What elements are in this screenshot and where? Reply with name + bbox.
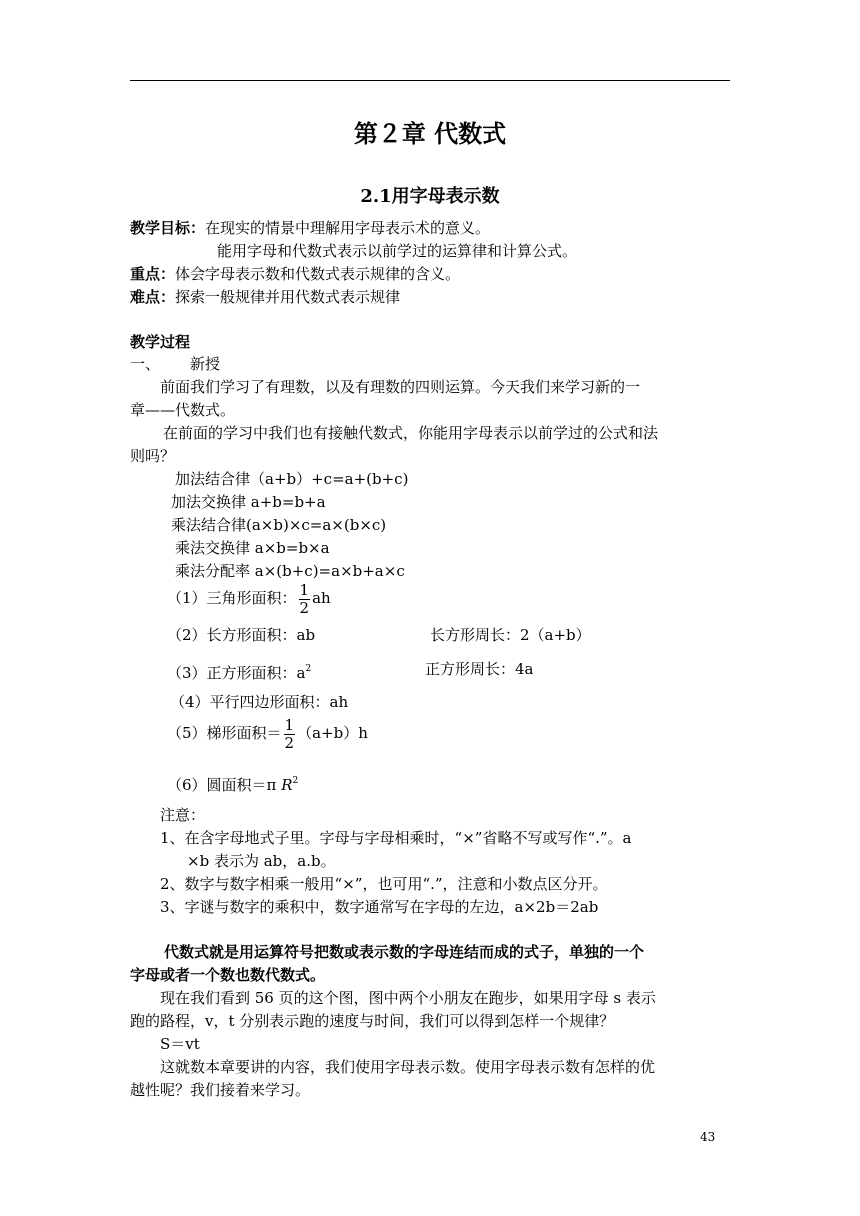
formula-trapezoid-tail: （a+b）h (297, 724, 368, 742)
formula-rectangle-perimeter: 长方形周长：2（a+b） (430, 626, 591, 644)
law-multiplication-associative: 乘法结合律(a×b)×c=a×(b×c) (171, 516, 387, 534)
note-1-line2: ×b 表示为 ab，a.b。 (187, 852, 336, 870)
difficulty-label: 难点： (130, 288, 176, 306)
intro-line1: 前面我们学习了有理数，以及有理数的四则运算。今天我们来学习新的一 (160, 378, 641, 396)
intro-line2: 章——代数式。 (130, 401, 236, 419)
formula-triangle-label: （1）三角形面积： (167, 589, 297, 607)
key-point-text: 体会字母表示数和代数式表示规律的含义。 (175, 265, 461, 283)
process-heading: 教学过程 (130, 333, 191, 351)
law-distributive: 乘法分配率 a×(b+c)=a×b+a×c (175, 562, 405, 580)
chapter-title: 第２章 代数式 (353, 119, 507, 148)
intro-line4: 则吗？ (130, 447, 176, 465)
notes-heading: 注意： (160, 806, 206, 824)
part1-num: 一、 (130, 355, 161, 373)
formula-triangle-tail: ah (312, 589, 331, 607)
fraction-denominator: 2 (284, 733, 295, 752)
definition-line2: 字母或者一个数也数代数式。 (130, 966, 326, 984)
note-2: 2、数字与数字相乘一般用“×”，也可用“.”，注意和小数点区分开。 (160, 875, 608, 893)
page-number: 43 (700, 1130, 716, 1144)
example-formula: S＝vt (160, 1035, 200, 1053)
difficulty-text: 探索一般规律并用代数式表示规律 (175, 288, 401, 306)
objectives-line1 (130, 218, 490, 238)
example-line2: 跑的路程，v，t 分别表示跑的速度与时间，我们可以得到怎样一个规律？ (130, 1012, 615, 1030)
formula-circle-exponent: 2 (292, 776, 299, 786)
objectives-label: 教学目标： (130, 219, 206, 237)
formula-square-exponent: 2 (305, 664, 312, 674)
formula-trapezoid-label: （5）梯形面积＝ (167, 724, 282, 742)
difficulty (130, 287, 400, 307)
formula-rectangle-area: （2）长方形面积：ab (167, 626, 316, 644)
fraction-denominator: 2 (299, 598, 310, 617)
example-line3: 这就数本章要讲的内容，我们使用字母表示数。使用字母表示数有怎样的优 (160, 1058, 656, 1076)
formula-circle-label: （6）圆面积＝π (167, 776, 277, 794)
intro-line3: 在前面的学习中我们也有接触代数式，你能用字母表示以前学过的公式和法 (163, 424, 659, 442)
fraction-one-half (299, 582, 311, 617)
formula-parallelogram-area: （4）平行四边形面积：ah (170, 693, 349, 711)
key-point-label: 重点： (130, 265, 176, 283)
law-addition-commutative: 加法交换律 a+b=b+a (171, 493, 326, 511)
formula-square-area (167, 659, 311, 683)
law-multiplication-commutative: 乘法交换律 a×b=b×a (175, 539, 330, 557)
formula-square-perimeter: 正方形周长：4a (425, 660, 534, 678)
header-rule (130, 80, 730, 81)
fraction-numerator: 1 (284, 715, 295, 734)
objectives-line2: 能用字母和代数式表示以前学过的运算律和计算公式。 (217, 242, 578, 260)
fraction-numerator: 1 (299, 580, 310, 599)
formula-circle-var: R (281, 776, 293, 794)
law-addition-associative: 加法结合律（a+b）+c=a+(b+c) (175, 470, 409, 488)
section-title: 2.1用字母表示数 (360, 186, 500, 207)
formula-square-base: a (296, 664, 306, 682)
formula-triangle-area (167, 580, 331, 617)
definition-line1: 代数式就是用运算符号把数或表示数的字母连结而成的式子，单独的一个 (164, 943, 645, 961)
key-point (130, 264, 460, 284)
note-1-line1: 1、在含字母地式子里。字母与字母相乘时，“×”省略不写或写作“.”。a (160, 829, 632, 847)
fraction-one-half (284, 717, 296, 752)
part1-title: 新授 (190, 355, 221, 373)
formula-trapezoid-area (167, 715, 368, 752)
note-3: 3、字谜与数字的乘积中，数字通常写在字母的左边，a×2b＝2ab (160, 898, 599, 916)
formula-circle-area (167, 771, 298, 795)
example-line1: 现在我们看到 56 页的这个图，图中两个小朋友在跑步，如果用字母 s 表示 (160, 989, 656, 1007)
formula-square-label: （3）正方形面积： (167, 664, 297, 682)
objectives-text1: 在现实的情景中理解用字母表示术的意义。 (205, 219, 491, 237)
example-line4: 越性呢？我们接着来学习。 (130, 1081, 311, 1099)
